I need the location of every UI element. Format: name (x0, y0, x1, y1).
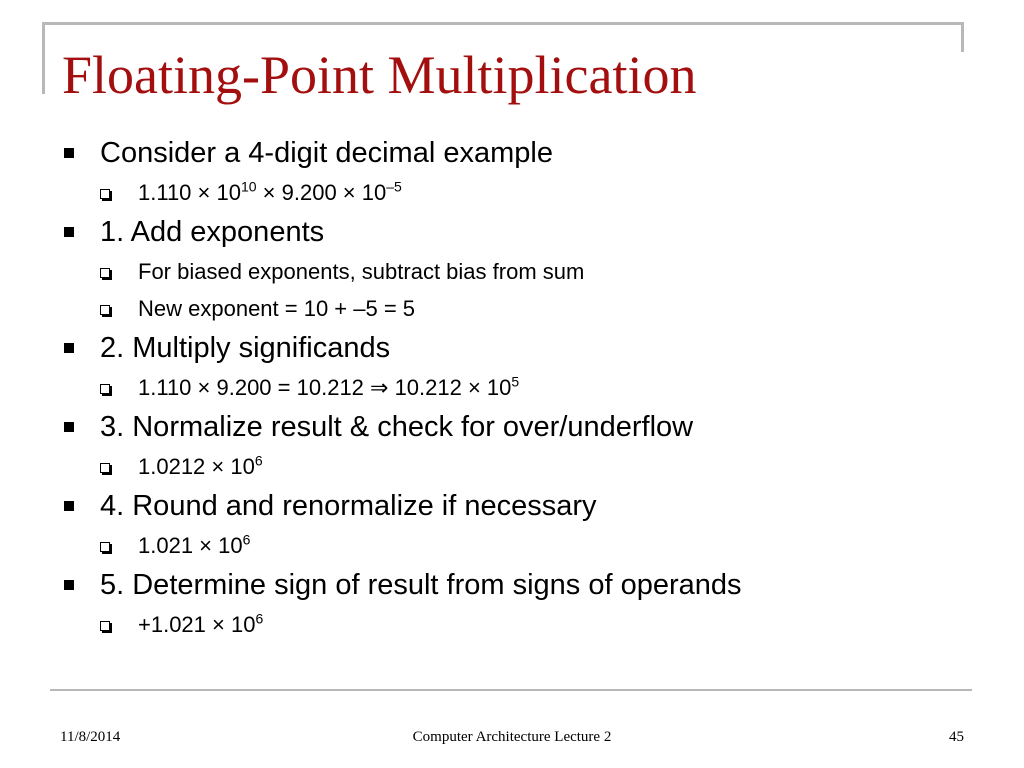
superscript-exponent: 6 (242, 531, 251, 548)
sub-bullet-point (62, 527, 962, 564)
sub-bullet-point (62, 174, 962, 211)
bullet-point (62, 327, 962, 369)
hollow-square-bullet-icon (100, 384, 110, 394)
sub-bullet-text: × 9.200 × 10 (256, 180, 387, 205)
superscript-exponent: –5 (386, 178, 402, 195)
hollow-square-bullet-icon (100, 621, 110, 631)
sub-bullet-point (62, 290, 962, 327)
superscript-exponent: 5 (511, 373, 520, 390)
hollow-square-bullet-icon (100, 463, 110, 473)
bullet-point (62, 406, 962, 448)
superscript-exponent: 6 (255, 610, 264, 627)
superscript-exponent: 6 (254, 452, 263, 469)
footer-course: Computer Architecture Lecture 2 (412, 729, 612, 745)
square-bullet-icon (64, 227, 74, 237)
slide-title: Floating-Point Multiplication (62, 45, 697, 105)
square-bullet-icon (64, 343, 74, 353)
slide-content-list (62, 132, 962, 643)
bullet-point-text: 1. Add exponents (100, 216, 325, 248)
hollow-square-bullet-icon (100, 305, 110, 315)
sub-bullet-text: 1.021 × 10 (138, 533, 243, 558)
sub-bullet-text: +1.021 × 10 (138, 612, 256, 637)
sub-bullet-text: 1.0212 × 10 (138, 454, 255, 479)
sub-bullet-text: For biased exponents, subtract bias from sum (138, 259, 585, 284)
sub-bullet-point (62, 448, 962, 485)
square-bullet-icon (64, 501, 74, 511)
superscript-exponent: 10 (240, 178, 257, 195)
bullet-point (62, 132, 962, 174)
sub-bullet-point (62, 253, 962, 290)
bullet-point-text: 2. Multiply significands (100, 332, 391, 364)
slide-frame-right-line (961, 22, 964, 52)
bullet-point-text: 3. Normalize result & check for over/underflow (100, 411, 694, 443)
sub-bullet-text: 1.110 × 9.200 = 10.212 ⇒ 10.212 × 10 (138, 375, 512, 400)
square-bullet-icon (64, 148, 74, 158)
footer-date: 11/8/2014 (60, 729, 121, 745)
sub-bullet-point (62, 606, 962, 643)
sub-bullet-text: 1.110 × 10 (138, 180, 241, 205)
sub-bullet-point (62, 369, 962, 406)
bullet-point (62, 564, 962, 606)
hollow-square-bullet-icon (100, 268, 110, 278)
square-bullet-icon (64, 580, 74, 590)
hollow-square-bullet-icon (100, 542, 110, 552)
footer-page-number: 45 (949, 729, 964, 745)
bullet-point-text: Consider a 4-digit decimal example (100, 137, 553, 169)
bullet-point (62, 485, 962, 527)
slide-frame-left-line (42, 22, 45, 94)
sub-bullet-text: New exponent = 10 + –5 = 5 (138, 296, 416, 321)
hollow-square-bullet-icon (100, 189, 110, 199)
bullet-point-text: 5. Determine sign of result from signs of operands (100, 569, 742, 601)
slide-frame-top-line (42, 22, 964, 25)
bullet-point-text: 4. Round and renormalize if necessary (100, 490, 597, 522)
footer-divider (50, 689, 972, 691)
square-bullet-icon (64, 422, 74, 432)
bullet-point (62, 211, 962, 253)
